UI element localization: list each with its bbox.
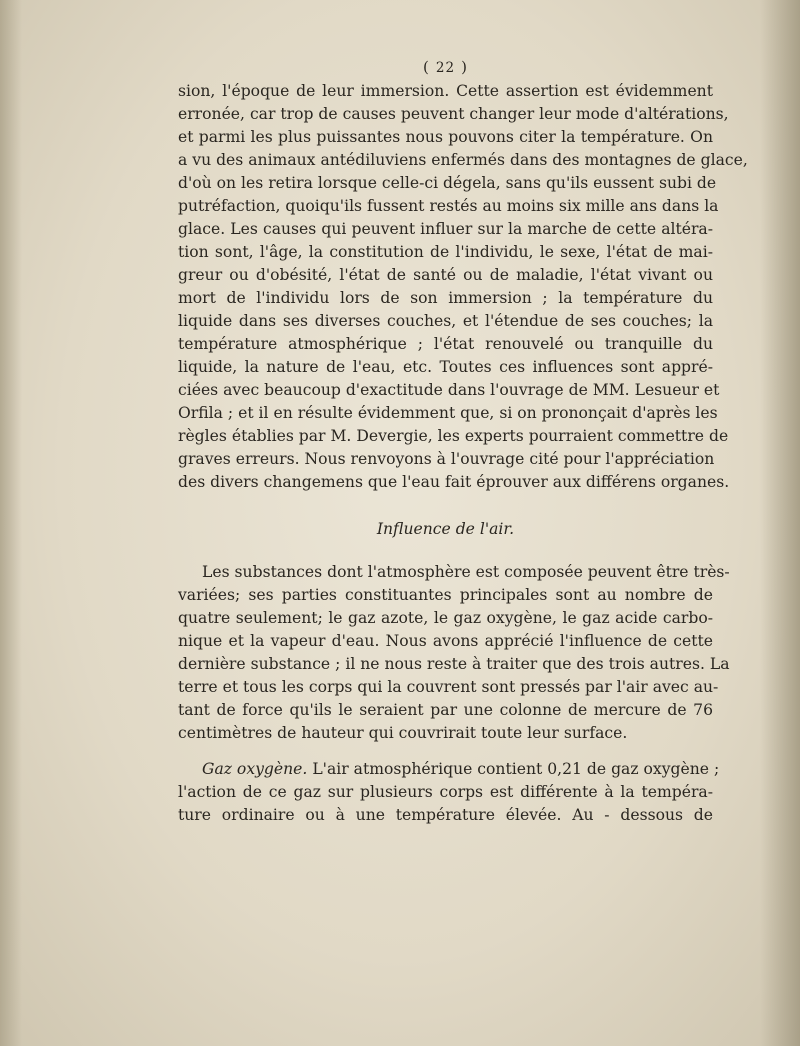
text-line: a vu des animaux antédiluviens enfermés dans des montagnes de glace, bbox=[178, 151, 748, 169]
text-segment: L'air atmosphérique contient 0,21 de gaz oxygène ; bbox=[312, 760, 720, 778]
text-line: nique et la vapeur d'eau. Nous avons apprécié l'influence de cette bbox=[178, 632, 713, 650]
text-line: Les substances dont l'atmosphère est composée peuvent être très- bbox=[202, 563, 730, 581]
text-line: liquide, la nature de l'eau, etc. Toutes ces influences sont appré- bbox=[178, 358, 713, 376]
page-number: ( 22 ) bbox=[423, 58, 468, 76]
text-line bbox=[178, 758, 720, 781]
text-line: l'action de ce gaz sur plusieurs corps est différente à la tempéra- bbox=[178, 783, 713, 801]
text-line: d'où on les retira lorsque celle-ci dégela, sans qu'ils eussent subi de bbox=[178, 174, 717, 192]
text-line: des divers changemens que l'eau fait éprouver aux différens organes. bbox=[178, 473, 730, 491]
text-line: ciées avec beaucoup d'exactitude dans l'ouvrage de MM. Lesueur et bbox=[178, 381, 720, 399]
page-shadow-left bbox=[0, 0, 22, 1046]
text-line: mort de l'individu lors de son immersion ; la température du bbox=[178, 289, 713, 307]
text-line: glace. Les causes qui peuvent influer sur la marche de cette altéra- bbox=[178, 220, 713, 238]
text-line: ture ordinaire ou à une température élevée. Au - dessous de bbox=[178, 806, 713, 824]
text-line: règles établies par M. Devergie, les experts pourraient commettre de bbox=[178, 427, 729, 445]
text-line: centimètres de hauteur qui couvrirait toute leur surface. bbox=[178, 724, 628, 742]
text-line: graves erreurs. Nous renvoyons à l'ouvrage cité pour l'appréciation bbox=[178, 450, 715, 468]
text-line: et parmi les plus puissantes nous pouvons citer la température. On bbox=[178, 128, 713, 146]
text-line: sion, l'époque de leur immersion. Cette assertion est évidemment bbox=[178, 82, 713, 100]
text-line: dernière substance ; il ne nous reste à traiter que des trois autres. La bbox=[178, 655, 730, 673]
text-line: liquide dans ses diverses couches, et l'étendue de ses couches; la bbox=[178, 312, 713, 330]
text-line: tant de force qu'ils le seraient par une colonne de mercure de 76 bbox=[178, 701, 713, 719]
text-line: putréfaction, quoiqu'ils fussent restés au moins six mille ans dans la bbox=[178, 197, 719, 215]
section-heading: Influence de l'air. bbox=[376, 520, 515, 538]
page-number-value: 22 bbox=[435, 60, 456, 76]
paragraph-1 bbox=[178, 80, 748, 494]
text-line: température atmosphérique ; l'état renouvelé ou tranquille du bbox=[178, 335, 713, 353]
text-line: variées; ses parties constituantes principales sont au nombre de bbox=[178, 586, 713, 604]
page-body bbox=[178, 56, 748, 827]
text-line: Orfila ; et il en résulte évidemment que, si on prononçait d'après les bbox=[178, 404, 718, 422]
text-line: erronée, car trop de causes peuvent changer leur mode d'altérations, bbox=[178, 105, 729, 123]
paragraph-lead: Gaz oxygène. bbox=[202, 760, 308, 778]
text-line: tion sont, l'âge, la constitution de l'individu, le sexe, l'état de mai- bbox=[178, 243, 713, 261]
paragraph-3 bbox=[178, 758, 720, 827]
page-shadow-right bbox=[760, 0, 800, 1046]
text-line: terre et tous les corps qui la couvrent sont pressés par l'air avec au- bbox=[178, 678, 719, 696]
text-line: quatre seulement; le gaz azote, le gaz oxygène, le gaz acide carbo- bbox=[178, 609, 713, 627]
text-line: greur ou d'obésité, l'état de santé ou de maladie, l'état vivant ou bbox=[178, 266, 713, 284]
paragraph-2 bbox=[178, 561, 730, 745]
